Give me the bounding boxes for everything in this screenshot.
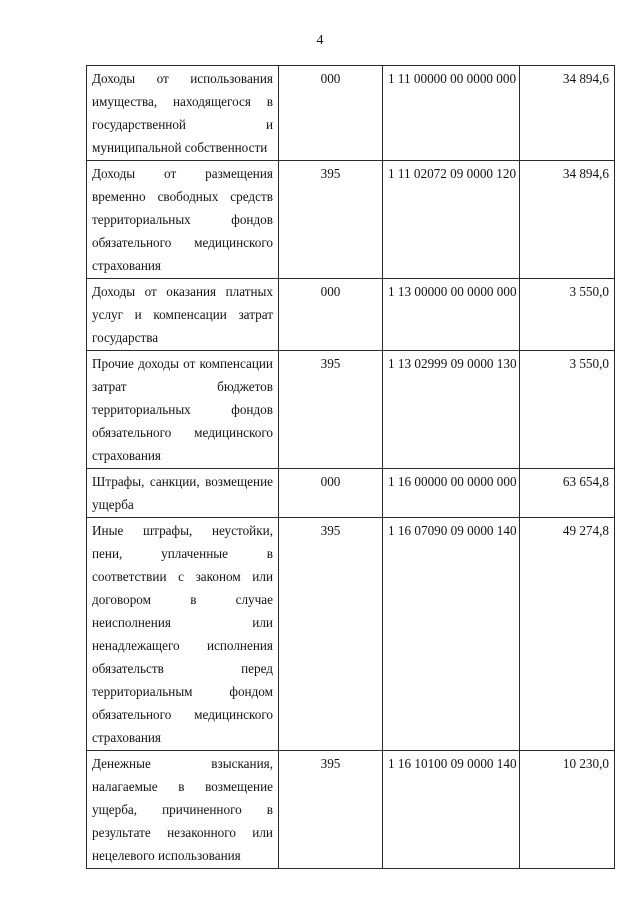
- budget-code-cell: 1 13 00000 00 0000 000: [383, 279, 520, 351]
- budget-code-cell: 1 13 02999 09 0000 130: [383, 351, 520, 469]
- budget-code-cell: 1 11 02072 09 0000 120: [383, 161, 520, 279]
- admin-code-cell: 000: [279, 469, 383, 518]
- admin-code-cell: 000: [279, 66, 383, 161]
- amount-cell: 10 230,0: [520, 751, 615, 869]
- budget-code-cell: 1 16 07090 09 0000 140: [383, 518, 520, 751]
- amount-cell: 63 654,8: [520, 469, 615, 518]
- revenue-name-cell: Иные штрафы, неустойки, пени, уплаченные в соответствии с законом или договором в случае неисполнения или ненадлежащего исполнения обязательств перед территориальным фондом обязательного медицинского страхования: [87, 518, 279, 751]
- amount-cell: 34 894,6: [520, 66, 615, 161]
- table-row: [87, 518, 615, 751]
- revenue-name-cell: Прочие доходы от компенсации затрат бюджетов территориальных фондов обязательного медицинского страхования: [87, 351, 279, 469]
- table-row: [87, 469, 615, 518]
- amount-cell: 34 894,6: [520, 161, 615, 279]
- table-row: [87, 66, 615, 161]
- revenue-name-cell: Доходы от оказания платных услуг и компенсации затрат государства: [87, 279, 279, 351]
- budget-code-cell: 1 16 10100 09 0000 140: [383, 751, 520, 869]
- amount-cell: 3 550,0: [520, 351, 615, 469]
- table-row: [87, 279, 615, 351]
- amount-cell: 3 550,0: [520, 279, 615, 351]
- revenue-name-cell: Доходы от использования имущества, находящегося в государственной и муниципальной собственности: [87, 66, 279, 161]
- revenue-table: [86, 65, 615, 869]
- admin-code-cell: 000: [279, 279, 383, 351]
- table-row: [87, 161, 615, 279]
- admin-code-cell: 395: [279, 518, 383, 751]
- table-row: [87, 351, 615, 469]
- table-row: [87, 751, 615, 869]
- admin-code-cell: 395: [279, 161, 383, 279]
- page-number: 4: [316, 33, 324, 48]
- budget-code-cell: 1 16 00000 00 0000 000: [383, 469, 520, 518]
- revenue-name-cell: Штрафы, санкции, возмещение ущерба: [87, 469, 279, 518]
- admin-code-cell: 395: [279, 751, 383, 869]
- admin-code-cell: 395: [279, 351, 383, 469]
- budget-code-cell: 1 11 00000 00 0000 000: [383, 66, 520, 161]
- revenue-name-cell: Доходы от размещения временно свободных средств территориальных фондов обязательного медицинского страхования: [87, 161, 279, 279]
- amount-cell: 49 274,8: [520, 518, 615, 751]
- revenue-name-cell: Денежные взыскания, налагаемые в возмещение ущерба, причиненного в результате незаконного или нецелевого использования: [87, 751, 279, 869]
